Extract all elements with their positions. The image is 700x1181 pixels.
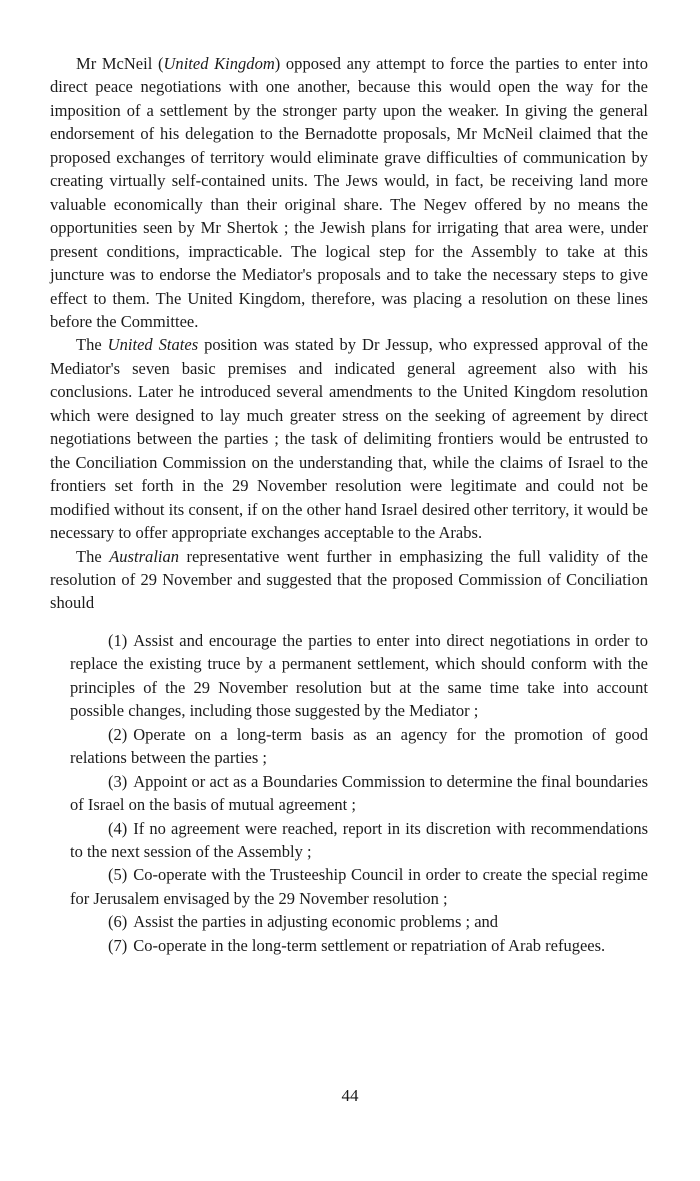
list-item-text: If no agreement were reached, report in its discretion with recommendations to the next session of the Assembly ; — [70, 818, 648, 861]
list-item — [50, 863, 648, 910]
paragraph-text: The — [76, 546, 110, 566]
paragraph-text: Mr McNeil ( — [76, 54, 164, 73]
list-item-number: (6) — [108, 912, 128, 932]
country-name-emphasis: United States — [107, 335, 199, 355]
list-item-number: (2) — [108, 724, 128, 744]
list-item — [50, 629, 648, 723]
paragraph-uk-position — [50, 52, 648, 333]
list-item-number: (5) — [108, 865, 128, 885]
paragraph-australian-position — [50, 545, 648, 615]
list-item-number: (3) — [108, 771, 128, 791]
list-item-text: Operate on a long-term basis as an agency for the promotion of good relations between the parties ; — [70, 724, 648, 768]
list-item-number: (4) — [108, 818, 128, 838]
list-item — [50, 910, 648, 933]
list-item-text: Assist the parties in adjusting economic problems ; and — [133, 912, 499, 932]
list-item — [50, 723, 648, 770]
list-item-text: Appoint or act as a Boundaries Commission to determine the final boundaries of Israel on the basis of mutual agreement ; — [70, 771, 648, 815]
list-item-text: Co-operate in the long-term settlement or repatriation of Arab refugees. — [133, 935, 606, 955]
country-name-emphasis: Australian — [109, 546, 180, 566]
commission-duties-list — [50, 629, 648, 957]
list-item — [50, 817, 648, 864]
list-item-text: Assist and encourage the parties to enter into direct negotiations in order to replace the existing truce by a permanent settlement, which should conform with the principles of the 29 November resolution but at the same time take into account possible changes, including those suggested by the Mediator ; — [70, 630, 648, 721]
list-item-number: (1) — [108, 630, 128, 650]
paragraph-text: The — [76, 335, 108, 355]
page-number: 44 — [341, 1086, 359, 1105]
list-item — [50, 770, 648, 817]
list-item-text: Co-operate with the Trusteeship Council in order to create the special regime for Jerusalem envisaged by the 29 November resolution ; — [70, 865, 648, 908]
paragraph-text: representative went further in emphasizing the full validity of the resolution of 29 November and suggested that the proposed Commission of Conciliation should — [50, 546, 649, 613]
list-item-number: (7) — [108, 935, 128, 955]
paragraph-us-position — [50, 333, 648, 544]
list-item — [50, 934, 648, 957]
paragraph-text: position was stated by Dr Jessup, who expressed approval of the Mediator's seven basic premises and indicated general agreement also with his conclusions. Later he introduced several amendments to the United Kingdom resolution which were designed to lay much greater stress on the seeking of agreement by direct negotiations between the parties ; the task of delimiting frontiers would be entrusted to the Conciliation Commission on the understanding that, while the claims of Israel to the frontiers set forth in the 29 November resolution were legitimate and could not be modified without its consent, if on the other hand Israel desired other territory, it would be necessary to offer appropriate exchanges acceptable to the Arabs. — [50, 335, 649, 543]
country-name-emphasis: United Kingdom — [163, 54, 275, 73]
paragraph-text: ) opposed any attempt to force the parties to enter into direct peace negotiations with one another, because this would open the way for the imposition of a settlement by the stronger party upon the weaker. In giving the general endorsement of his delegation to the Bernadotte proposals, Mr McNeil claimed that the proposed exchanges of territory would eliminate grave difficulties of communication by creating virtually self-contained units. The Jews would, in fact, be receiving land more valuable economically than their original share. The Negev offered by no means the opportunities seen by Mr Shertok ; the Jewish plans for irrigating that area were, under present conditions, impracticable. The logical step for the Assembly to take at this juncture was to endorse the Mediator's proposals and to take the necessary steps to give effect to them. The United Kingdom, therefore, was placing a resolution on these lines before the Committee. — [50, 54, 648, 331]
